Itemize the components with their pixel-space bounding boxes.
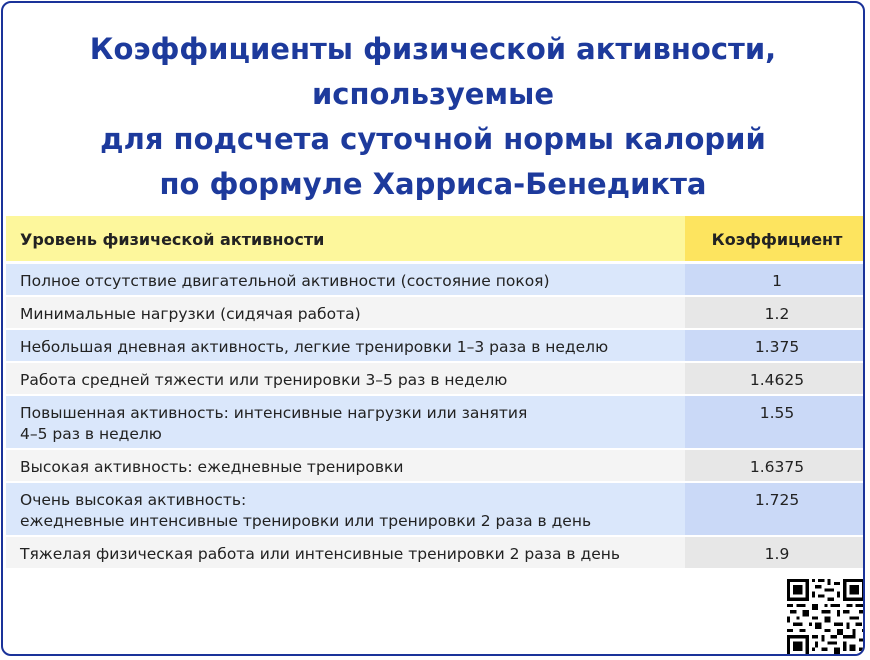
table-row bbox=[6, 264, 865, 297]
title-line-4: по формуле Харриса-Бенедикта bbox=[159, 167, 707, 201]
activity-text: ежедневные интенсивные тренировки или тренировки 2 раза в день bbox=[20, 512, 592, 530]
activity-text: Повышенная активность: интенсивные нагрузки или занятия bbox=[20, 404, 528, 422]
activity-cell bbox=[6, 264, 685, 295]
table-row bbox=[6, 450, 865, 483]
info-card bbox=[1, 1, 865, 656]
title-line-2: используемые bbox=[311, 77, 555, 111]
title-line-3: для подсчета суточной нормы калорий bbox=[100, 122, 766, 156]
table-row bbox=[6, 396, 865, 450]
table-row bbox=[6, 483, 865, 537]
activity-cell bbox=[6, 330, 685, 361]
coefficient-cell: 1.6375 bbox=[685, 450, 865, 481]
coefficient-cell: 1.2 bbox=[685, 297, 865, 328]
activity-cell bbox=[6, 297, 685, 328]
coefficient-cell: 1.9 bbox=[685, 537, 865, 568]
header-coefficient: Коэффициент bbox=[685, 216, 865, 261]
activity-text: Минимальные нагрузки (сидячая работа) bbox=[20, 305, 361, 323]
table-row bbox=[6, 297, 865, 330]
activity-cell bbox=[6, 363, 685, 394]
table-row bbox=[6, 537, 865, 570]
qr-code-icon[interactable] bbox=[787, 579, 865, 656]
coefficient-cell: 1 bbox=[685, 264, 865, 295]
coefficient-cell: 1.375 bbox=[685, 330, 865, 361]
coefficient-cell: 1.725 bbox=[685, 483, 865, 535]
activity-text: Работа средней тяжести или тренировки 3–5 раз в неделю bbox=[20, 371, 508, 389]
activity-table bbox=[6, 216, 865, 570]
activity-text: Очень высокая активность: bbox=[20, 491, 247, 509]
activity-text: Высокая активность: ежедневные тренировки bbox=[20, 458, 404, 476]
activity-text: Небольшая дневная активность, легкие тренировки 1–3 раза в неделю bbox=[20, 338, 609, 356]
coefficient-cell: 1.55 bbox=[685, 396, 865, 448]
activity-text: Тяжелая физическая работа или интенсивные тренировки 2 раза в день bbox=[20, 545, 621, 563]
activity-cell bbox=[6, 396, 685, 448]
activity-cell bbox=[6, 450, 685, 481]
coefficient-cell: 1.4625 bbox=[685, 363, 865, 394]
table-row bbox=[6, 330, 865, 363]
activity-cell bbox=[6, 537, 685, 568]
title-line-1: Коэффициенты физической активности, bbox=[89, 32, 777, 66]
table-row bbox=[6, 363, 865, 396]
activity-text: 4–5 раз в неделю bbox=[20, 425, 162, 443]
table-header-row bbox=[6, 216, 865, 264]
activity-text: Полное отсутствие двигательной активности (состояние покоя) bbox=[20, 272, 550, 290]
page-title bbox=[3, 27, 863, 207]
activity-cell bbox=[6, 483, 685, 535]
header-activity-level: Уровень физической активности bbox=[6, 216, 685, 261]
